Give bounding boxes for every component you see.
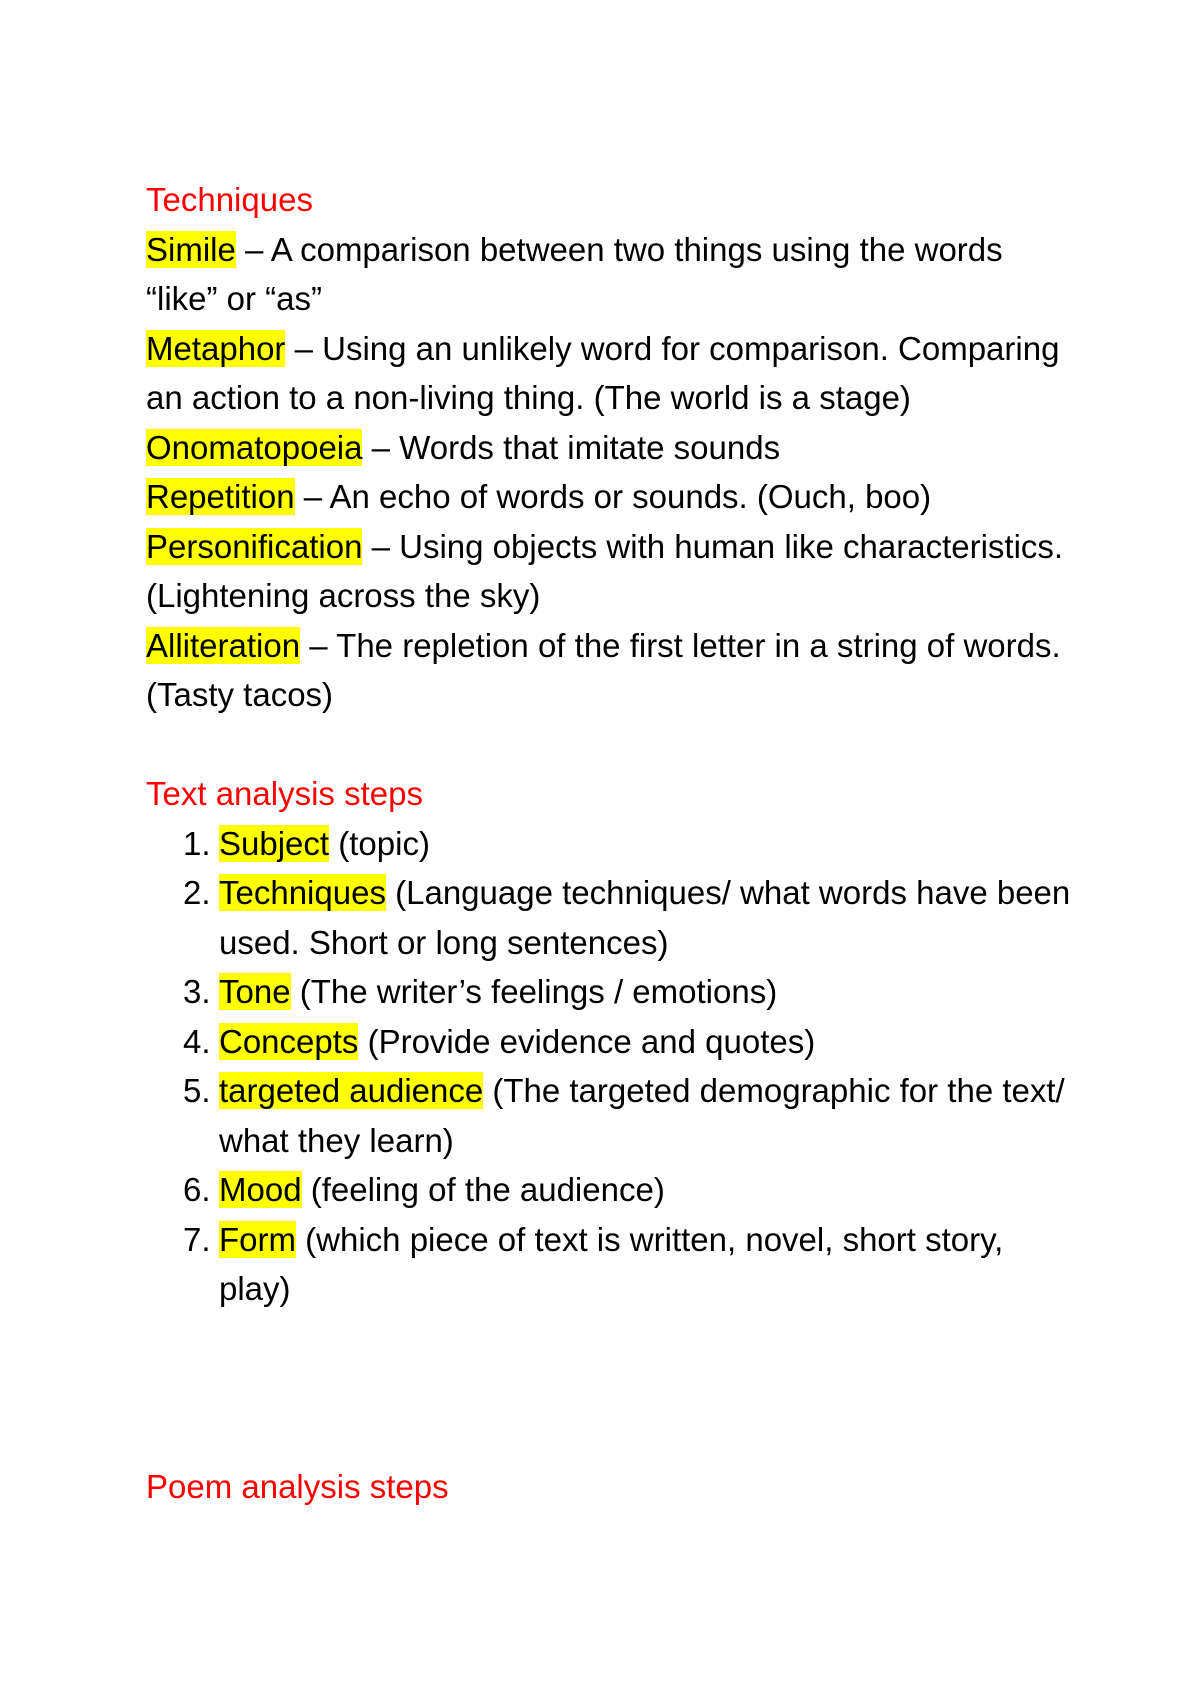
term-highlight: Form (219, 1220, 296, 1258)
step-detail: (feeling of the audience) (301, 1171, 665, 1208)
term-definition: – Using objects with human like characteristics. (Lightening across the sky) (146, 527, 1064, 614)
list-item (146, 868, 1076, 967)
term-highlight: Tone (219, 973, 291, 1010)
list-item-number: 2. (183, 874, 211, 911)
term-highlight: Simile (146, 230, 236, 268)
term-definition: – Words that imitate sounds (362, 428, 781, 466)
term-highlight: Mood (219, 1171, 302, 1208)
step-detail: (The writer’s feelings / emotions) (290, 973, 778, 1010)
term-definition: – An echo of words or sounds. (Ouch, boo) (294, 478, 932, 515)
techniques-list (146, 225, 1076, 720)
step-detail: (The targeted demographic for the text/ what they learn) (219, 1072, 1065, 1159)
technique-simile (146, 225, 1076, 324)
techniques-heading: Techniques (146, 181, 313, 218)
spacer (146, 1314, 1076, 1463)
term-highlight: Techniques (219, 874, 386, 911)
list-item (146, 819, 1076, 869)
step-detail: (topic) (329, 824, 430, 862)
term-highlight: Metaphor (146, 329, 286, 367)
text-analysis-heading: Text analysis steps (146, 775, 423, 812)
term-highlight: Repetition (146, 478, 295, 515)
list-item-number: 5. (183, 1072, 211, 1109)
technique-personification (146, 522, 1076, 621)
list-item-number: 1. (183, 824, 211, 862)
term-highlight: Onomatopoeia (146, 428, 363, 466)
poem-analysis-heading: Poem analysis steps (146, 1468, 449, 1505)
list-item-number: 7. (183, 1220, 211, 1258)
list-item-number: 6. (183, 1171, 211, 1208)
step-detail: (Language techniques/ what words have been used. Short or long sentences) (219, 874, 1071, 961)
term-highlight: Subject (219, 824, 330, 862)
technique-alliteration (146, 621, 1076, 720)
step-detail: (Provide evidence and quotes) (358, 1022, 816, 1060)
list-item-number: 3. (183, 973, 211, 1010)
technique-metaphor (146, 324, 1076, 423)
text-analysis-steps-list (146, 819, 1076, 1314)
list-item (146, 1017, 1076, 1067)
list-item (146, 1066, 1076, 1165)
step-detail: (which piece of text is written, novel, short story, play) (219, 1220, 1004, 1307)
technique-onomatopoeia (146, 423, 1076, 473)
term-definition: – Using an unlikely word for comparison. Comparing an action to a non-living thing. (The world is a stage) (146, 329, 1060, 416)
list-item-number: 4. (183, 1022, 211, 1060)
term-highlight: Concepts (219, 1022, 359, 1060)
technique-repetition (146, 472, 1076, 522)
term-highlight: Personification (146, 527, 363, 565)
document-content (146, 175, 1076, 1512)
term-definition: – A comparison between two things using the words “like” or “as” (146, 230, 1003, 317)
term-highlight: targeted audience (219, 1072, 484, 1109)
spacer (146, 720, 1076, 770)
term-definition: – The repletion of the first letter in a string of words. (Tasty tacos) (146, 626, 1061, 713)
list-item (146, 1165, 1076, 1215)
term-highlight: Alliteration (146, 626, 301, 664)
list-item (146, 967, 1076, 1017)
list-item (146, 1215, 1076, 1314)
